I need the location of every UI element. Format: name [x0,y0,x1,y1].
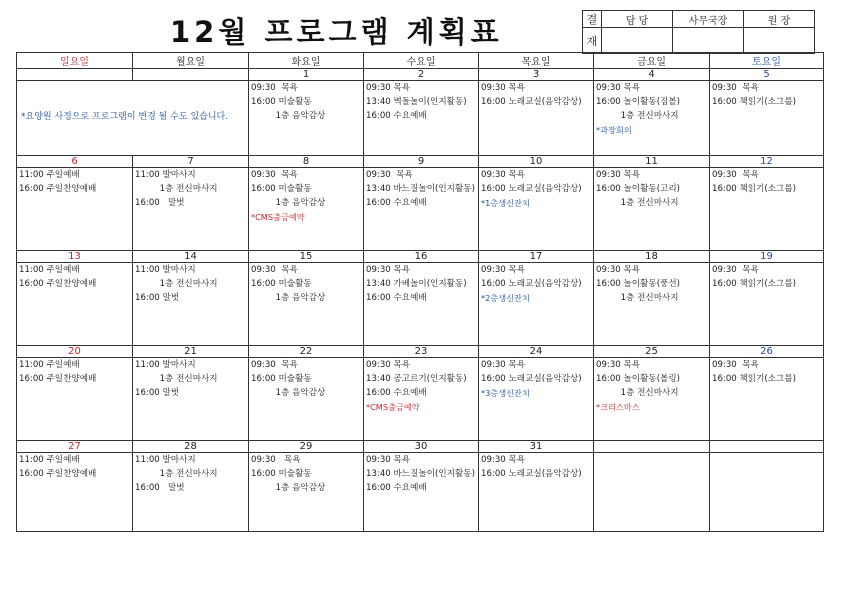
day-cell-monday [133,358,249,441]
schedule-item: 16:00 말벗 [135,388,180,398]
schedule-item: 16:00 수요예배 [366,111,427,121]
date-number: 27 [17,441,133,453]
schedule-item: 13:40 벽돌놀이(인지활동) [366,97,467,107]
schedule-row [17,81,824,156]
day-cell-thursday [479,358,594,441]
schedule-item: 09:30 목욕 [712,360,759,370]
schedule-item: 16:00 노래교실(음악감상) [481,469,582,479]
schedule-item: 11:00 발마사지 [135,360,196,370]
date-number: 8 [249,156,364,168]
schedule-item: 09:30 목욕 [596,83,641,93]
day-cell-monday [133,263,249,346]
date-number: 23 [364,346,479,358]
schedule-item: 09:30 목욕 [481,455,526,465]
schedule-item: 16:00 노래교실(음악감상) [481,184,582,194]
schedule-item: 16:00 말벗 [135,483,185,493]
date-number: 24 [479,346,594,358]
schedule-item: 16:00 미술활동 [251,374,312,384]
day-cell-monday [133,453,249,532]
date-number: 31 [479,441,594,453]
schedule-item: 09:30 목욕 [251,360,298,370]
date-row [17,251,824,263]
day-cell-friday [594,263,710,346]
schedule-item: 16:00 책읽기(소그룹) [712,184,797,194]
schedule-item: 13:40 공고르기(인지활동) [366,374,467,384]
weekday-header-tuesday: 화요일 [249,53,364,69]
weekday-header-saturday: 토요일 [710,53,824,69]
day-cell-saturday [710,453,824,532]
day-cell-wednesday [364,453,479,532]
date-number: 19 [710,251,824,263]
schedule-item: 09:30 목욕 [251,170,298,180]
date-number: 16 [364,251,479,263]
approval-header-staff: 담 당 [602,11,673,28]
day-cell-wednesday [364,358,479,441]
schedule-item: 16:00 책읽기(소그룹) [712,279,797,289]
schedule-item: 16:00 미술활동 [251,469,312,479]
approval-header-director: 원 장 [744,11,815,28]
schedule-item: 16:00 주일찬양예배 [19,279,97,289]
day-cell-thursday [479,263,594,346]
day-cell-tuesday [249,263,364,346]
schedule-item: 16:00 수요예배 [366,198,427,208]
date-number [710,441,824,453]
schedule-item: 1층 전신마사지 [135,184,218,194]
date-number [133,69,249,81]
schedule-item: 09:30 목욕 [251,83,298,93]
approval-side-label-2: 재 [583,28,602,54]
day-cell-saturday [710,358,824,441]
date-number: 13 [17,251,133,263]
schedule-item: 09:30 목욕 [481,170,526,180]
day-cell-sunday [17,453,133,532]
schedule-item: 09:30 목욕 [366,170,413,180]
schedule-item: 1층 전신마사지 [596,198,679,208]
schedule-item: 16:00 수요예배 [366,293,427,303]
event-note: *크리스마스 [596,402,640,412]
day-cell-wednesday [364,81,479,156]
schedule-item: 16:00 수요예배 [366,388,427,398]
day-cell-monday [133,168,249,251]
schedule-item: 16:00 미술활동 [251,279,312,289]
date-number: 1 [249,69,364,81]
date-row [17,346,824,358]
schedule-item: 13:40 가베놀이(인지활동) [366,279,467,289]
schedule-item: 16:00 책읽기(소그룹) [712,374,797,384]
schedule-item: 1층 음악감상 [251,388,326,398]
date-number: 25 [594,346,710,358]
approval-header-manager: 사무국장 [673,11,744,28]
date-number: 11 [594,156,710,168]
schedule-item: 09:30 목욕 [712,83,759,93]
schedule-item: 09:30 목욕 [712,170,759,180]
schedule-item: 1층 전신마사지 [596,293,679,303]
schedule-item: 16:00 주일찬양예배 [19,469,97,479]
schedule-item: 11:00 주일예배 [19,265,80,275]
schedule-item: 16:00 말벗 [135,198,185,208]
date-number: 5 [710,69,824,81]
event-note: *1층생신잔치 [481,198,530,208]
schedule-item: 1층 음악감상 [251,293,326,303]
weekday-header-friday: 금요일 [594,53,710,69]
date-number [17,69,133,81]
schedule-row [17,263,824,346]
schedule-item: 16:00 노래교실(음악감상) [481,374,582,384]
schedule-item: 09:30 목욕 [251,265,298,275]
date-row [17,441,824,453]
day-cell-saturday [710,81,824,156]
day-cell-wednesday [364,263,479,346]
approval-sign-manager [673,28,744,54]
schedule-item: 09:30 목욕 [481,83,526,93]
date-number: 26 [710,346,824,358]
date-row [17,69,824,81]
schedule-item: 16:00 책읽기(소그룹) [712,97,797,107]
schedule-item: 11:00 발마사지 [135,170,196,180]
schedule-item: 1층 전신마사지 [596,111,679,121]
date-number: 30 [364,441,479,453]
date-number: 4 [594,69,710,81]
schedule-item: 16:00 미술활동 [251,184,312,194]
schedule-item: 09:30 목욕 [251,455,301,465]
schedule-item: 11:00 주일예배 [19,455,80,465]
schedule-item: 09:30 목욕 [712,265,759,275]
schedule-item: 16:00 주일찬양예배 [19,184,97,194]
schedule-item: 09:30 목욕 [366,83,411,93]
approval-box [582,10,815,54]
day-cell-tuesday [249,453,364,532]
schedule-item: 16:00 놀이활동(풍선) [596,279,681,289]
schedule-item: 1층 전신마사지 [135,279,218,289]
date-number: 10 [479,156,594,168]
schedule-item: 11:00 발마사지 [135,265,196,275]
schedule-item: 11:00 발마사지 [135,455,196,465]
day-cell-tuesday [249,81,364,156]
event-note: *2층생신잔치 [481,293,530,303]
weekday-header-monday: 월요일 [133,53,249,69]
schedule-item: 09:30 목욕 [596,265,641,275]
date-number: 21 [133,346,249,358]
notice-text: *요양원 사정으로 프로그램이 변경 될 수도 있습니다. [21,112,229,122]
date-number: 15 [249,251,364,263]
date-number: 2 [364,69,479,81]
page-title: 12월 프로그램 계획표 [170,15,503,49]
approval-sign-director [744,28,815,54]
schedule-item: 1층 음악감상 [251,111,326,121]
date-number: 17 [479,251,594,263]
date-row [17,156,824,168]
schedule-item: 16:00 미술활동 [251,97,312,107]
day-cell-sunday [17,263,133,346]
date-number: 18 [594,251,710,263]
weekday-header-thursday: 목요일 [479,53,594,69]
schedule-item: 16:00 노래교실(음악감상) [481,97,582,107]
event-note: *3층생신잔치 [481,388,530,398]
date-number: 12 [710,156,824,168]
schedule-item: 09:30 목욕 [596,170,641,180]
day-cell-tuesday [249,168,364,251]
weekday-header-sunday: 일요일 [17,53,133,69]
schedule-item: 11:00 주일예배 [19,170,80,180]
weekday-header-row [17,53,824,69]
schedule-item: 09:30 목욕 [596,360,641,370]
schedule-item: 1층 음악감상 [251,198,326,208]
date-number: 14 [133,251,249,263]
date-number: 22 [249,346,364,358]
date-number: 28 [133,441,249,453]
schedule-item: 13:40 바느질놀이(인지활동) [366,184,475,194]
schedule-row [17,168,824,251]
day-cell-friday [594,358,710,441]
schedule-item: 09:30 목욕 [481,265,526,275]
day-cell-sunday [17,358,133,441]
day-cell-sunday [17,168,133,251]
day-cell-saturday [710,263,824,346]
schedule-item: 11:00 주일예배 [19,360,80,370]
date-number: 29 [249,441,364,453]
event-note: *CMS출금예약 [251,212,305,222]
approval-sign-staff [602,28,673,54]
schedule-item: 09:30 목욕 [481,360,526,370]
date-number: 6 [17,156,133,168]
weekday-header-wednesday: 수요일 [364,53,479,69]
schedule-item: 1층 전신마사지 [135,469,218,479]
approval-side-label-1: 결 [583,11,602,28]
schedule-item: 16:00 놀이활동(고리) [596,184,681,194]
date-number: 9 [364,156,479,168]
schedule-item: 16:00 수요예배 [366,483,427,493]
day-cell-friday [594,453,710,532]
schedule-item: 16:00 노래교실(음악감상) [481,279,582,289]
schedule-row [17,453,824,532]
schedule-item: 16:00 놀이활동(짐볼) [596,97,681,107]
calendar-table [16,52,824,532]
day-cell-tuesday [249,358,364,441]
event-note: *과장회의 [596,125,632,135]
schedule-item: 16:00 주일찬양예배 [19,374,97,384]
date-number [594,441,710,453]
schedule-item: 09:30 목욕 [366,360,411,370]
schedule-item: 16:00 놀이활동(볼링) [596,374,681,384]
event-note: *CMS출금예약 [366,402,420,412]
schedule-item: 1층 음악감상 [251,483,326,493]
schedule-item: 1층 전신마사지 [135,374,218,384]
day-cell-saturday [710,168,824,251]
schedule-item: 1층 전신마사지 [596,388,679,398]
date-number: 7 [133,156,249,168]
schedule-item: 09:30 목욕 [366,455,411,465]
schedule-row [17,358,824,441]
day-cell-thursday [479,81,594,156]
date-number: 20 [17,346,133,358]
day-cell-thursday [479,168,594,251]
day-cell-friday [594,81,710,156]
schedule-item: 16:00 말벗 [135,293,180,303]
day-cell-wednesday [364,168,479,251]
date-number: 3 [479,69,594,81]
schedule-item: 13:40 바느질놀이(인지활동) [366,469,475,479]
day-cell-thursday [479,453,594,532]
schedule-item: 09:30 목욕 [366,265,411,275]
day-cell-friday [594,168,710,251]
notice-cell [17,81,249,156]
